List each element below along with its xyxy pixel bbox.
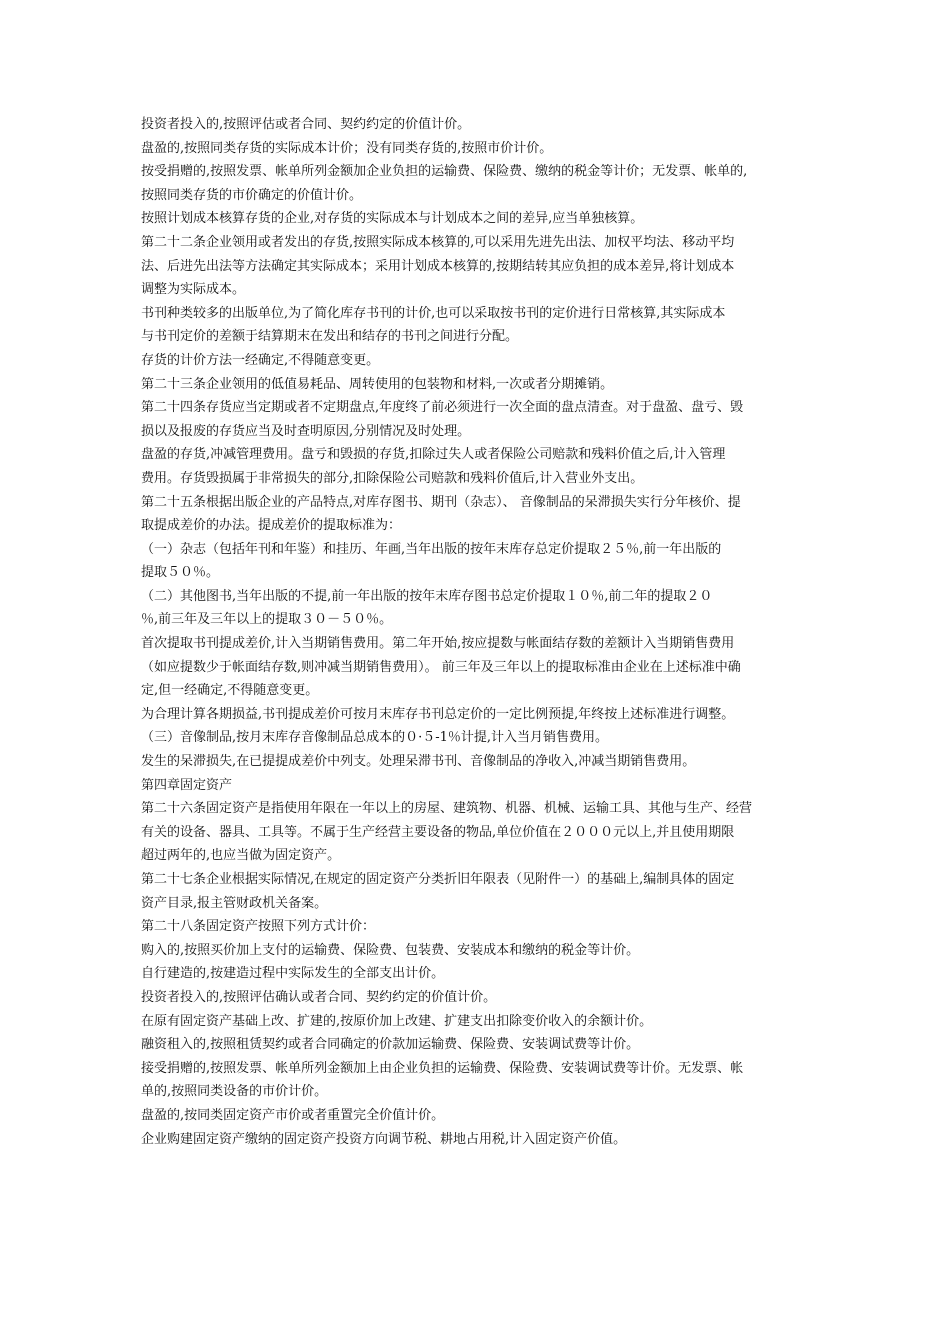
text-line: （三）音像制品,按月末库存音像制品总成本的０·５-1％计提,计入当月销售费用。: [141, 730, 609, 746]
text-line: 盘盈的,按照同类存货的实际成本计价；没有同类存货的,按照市价计价。: [141, 140, 553, 156]
text-line: 调整为实际成本。: [141, 282, 246, 298]
text-line: 第二十七条企业根据实际情况,在规定的固定资产分类折旧年限表（见附件一）的基础上,编制具体的固定: [141, 872, 735, 887]
text-line: 购入的,按照买价加上支付的运输费、保险费、包装费、安装成本和缴纳的税金等计价。: [141, 942, 640, 958]
text-line: 第二十五条根据出版企业的产品特点,对库存图书、期刊（杂志）、 音像制品的呆滞损失实行分年核价、提: [141, 494, 741, 510]
text-line: 第四章固定资产: [141, 777, 233, 793]
text-line: 按照同类存货的市价确定的价值计价。: [141, 187, 363, 203]
text-line: 提取５０％。: [141, 565, 220, 581]
text-line: 按受捐赠的,按照发票、帐单所列金额加企业负担的运输费、保险费、缴纳的税金等计价；无发票、帐单的,: [141, 164, 748, 180]
text-line: 自行建造的,按建造过程中实际发生的全部支出计价。: [141, 966, 445, 982]
text-line: （一）杂志（包括年刊和年鉴）和挂历、年画,当年出版的按年末库存总定价提取２５％,前一年出版的: [141, 541, 722, 557]
text-line: 为合理计算各期损益,书刊提成差价可按月末库存书刊总定价的一定比例预提,年终按上述标准进行调整。: [141, 706, 735, 722]
text-line: ％,前三年及三年以上的提取３０－５０％。: [141, 612, 393, 628]
text-line: （二）其他图书,当年出版的不提,前一年出版的按年末库存图书总定价提取１０％,前二年的提取２０: [141, 588, 713, 604]
text-line: 法、后进先出法等方法确定其实际成本；采用计划成本核算的,按期结转其应负担的成本差异,将计划成本: [141, 258, 735, 274]
text-line: 第二十四条存货应当定期或者不定期盘点,年度终了前必须进行一次全面的盘点清查。对于盘盈、盘亏、毁: [141, 400, 744, 416]
document-body: [141, 113, 817, 1151]
text-line: 书刊种类较多的出版单位,为了简化库存书刊的计价,也可以采取按书刊的定价进行日常核算,其实际成本: [141, 305, 726, 321]
text-line: （如应提数少于帐面结存数,则冲减当期销售费用）。 前三年及三年以上的提取标准由企业在上述标准中确: [141, 659, 741, 675]
text-line: 按照计划成本核算存货的企业,对存货的实际成本与计划成本之间的差异,应当单独核算。: [141, 211, 644, 227]
text-line: 取提成差价的办法。提成差价的提取标准为：: [141, 518, 402, 534]
text-line: 企业购建固定资产缴纳的固定资产投资方向调节税、耕地占用税,计入固定资产价值。: [141, 1131, 627, 1147]
text-line: 超过两年的,也应当做为固定资产。: [141, 848, 341, 864]
text-line: 融资租入的,按照租赁契约或者合同确定的价款加运输费、保险费、安装调试费等计价。: [141, 1037, 640, 1053]
text-line: 第二十六条固定资产是指使用年限在一年以上的房屋、建筑物、机器、机械、运输工具、其他与生产、经营: [141, 801, 753, 817]
text-line: 投资者投入的,按照评估确认或者合同、契约约定的价值计价。: [141, 989, 497, 1005]
text-line: 首次提取书刊提成差价,计入当期销售费用。第二年开始,按应提数与帐面结存数的差额计入当期销售费用: [141, 636, 735, 652]
text-line: 盘盈的,按同类固定资产市价或者重置完全价值计价。: [141, 1107, 445, 1123]
text-line: 有关的设备、器具、工具等。不属于生产经营主要设备的物品,单位价值在２０００元以上,并且使用期限: [141, 824, 735, 840]
text-line: 第二十三条企业领用的低值易耗品、周转使用的包装物和材料,一次或者分期摊销。: [141, 376, 614, 392]
text-line: 第二十八条固定资产按照下列方式计价：: [141, 919, 376, 935]
text-line: 定,但一经确定,不得随意变更。: [141, 683, 319, 699]
text-line: 费用。存货毁损属于非常损失的部分,扣除保险公司赔款和残料价值后,计入营业外支出。: [141, 470, 644, 486]
text-line: 与书刊定价的差额于结算期末在发出和结存的书刊之间进行分配。: [141, 329, 519, 345]
text-line: 损以及报废的存货应当及时查明原因,分别情况及时处理。: [141, 423, 471, 439]
text-line: 第二十二条企业领用或者发出的存货,按照实际成本核算的,可以采用先进先出法、加权平均法、移动平均: [141, 234, 735, 250]
text-line: 接受捐赠的,按照发票、帐单所列金额加上由企业负担的运输费、保险费、安装调试费等计价。无发票、帐: [141, 1060, 744, 1076]
text-line: 盘盈的存货,冲减管理费用。盘亏和毁损的存货,扣除过失人或者保险公司赔款和残料价值之后,计入管理: [141, 447, 726, 463]
text-line: 投资者投入的,按照评估或者合同、契约约定的价值计价。: [141, 117, 471, 132]
text-line: 存货的计价方法一经确定,不得随意变更。: [141, 352, 380, 368]
text-line: 发生的呆滞损失,在已提提成差价中列支。处理呆滞书刊、音像制品的净收入,冲减当期销售费用。: [141, 754, 696, 770]
text-line: 在原有固定资产基础上改、扩建的,按原价加上改建、扩建支出扣除变价收入的余额计价。: [141, 1013, 653, 1029]
text-line: 单的,按照同类设备的市价计价。: [141, 1084, 328, 1100]
text-line: 资产目录,报主管财政机关备案。: [141, 895, 328, 911]
